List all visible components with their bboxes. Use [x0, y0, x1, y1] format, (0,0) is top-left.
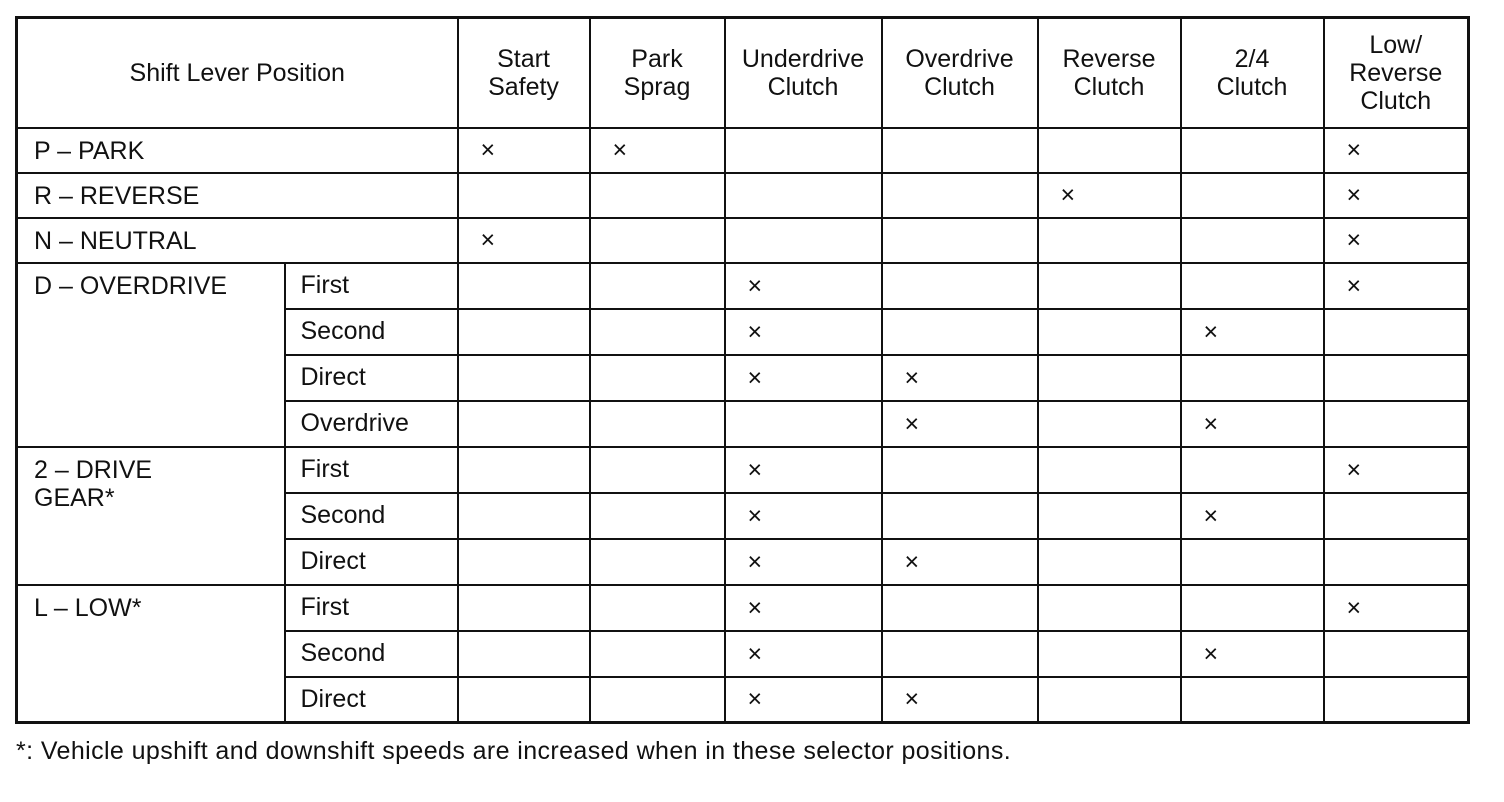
- cell-park-sprag: [590, 218, 725, 263]
- position-park: P – PARK: [17, 128, 458, 173]
- position-low: L – LOW*: [17, 585, 285, 723]
- position-reverse: R – REVERSE: [17, 173, 458, 218]
- cell-park-sprag: [590, 447, 725, 493]
- x-mark: ×: [1203, 317, 1219, 346]
- cell-overdrive-clutch: [882, 585, 1038, 631]
- cell-2-4-clutch: [1181, 401, 1324, 447]
- cell-low-reverse-clutch: [1324, 631, 1469, 677]
- cell-park-sprag: [590, 263, 725, 309]
- x-mark: ×: [1346, 593, 1362, 622]
- cell-2-4-clutch: [1181, 263, 1324, 309]
- cell-park-sprag: [590, 173, 725, 218]
- x-mark: ×: [1346, 226, 1362, 254]
- cell-low-reverse-clutch: [1324, 401, 1469, 447]
- cell-reverse-clutch: [1038, 447, 1181, 493]
- cell-start-safety: [458, 263, 590, 309]
- cell-reverse-clutch: [1038, 493, 1181, 539]
- header-reverse-clutch: [1038, 18, 1181, 128]
- header-start-safety-line2: Safety: [488, 72, 559, 101]
- cell-park-sprag: [590, 539, 725, 585]
- cell-park-sprag: [590, 585, 725, 631]
- cell-low-reverse-clutch: [1324, 173, 1469, 218]
- cell-2-4-clutch: [1181, 447, 1324, 493]
- x-mark: ×: [1346, 181, 1362, 209]
- table-row: [17, 128, 1469, 173]
- x-mark: ×: [1203, 501, 1219, 530]
- x-mark: ×: [904, 685, 920, 714]
- cell-2-4-clutch: [1181, 128, 1324, 173]
- cell-overdrive-clutch: [882, 631, 1038, 677]
- gear-direct: Direct: [285, 355, 458, 401]
- cell-reverse-clutch: [1038, 173, 1181, 218]
- x-mark: ×: [747, 501, 763, 530]
- cell-start-safety: [458, 447, 590, 493]
- x-mark: ×: [747, 271, 763, 300]
- header-start-safety: [458, 18, 590, 128]
- cell-overdrive-clutch: [882, 218, 1038, 263]
- cell-underdrive-clutch: [725, 539, 882, 585]
- gear-first: First: [285, 447, 458, 493]
- cell-start-safety: [458, 493, 590, 539]
- x-mark: ×: [480, 136, 496, 164]
- cell-low-reverse-clutch: [1324, 447, 1469, 493]
- x-mark: ×: [747, 363, 763, 392]
- footnote: *: Vehicle upshift and downshift speeds are increased when in these selector positions.: [16, 737, 1012, 765]
- header-reverse-clutch-line2: Clutch: [1073, 72, 1145, 101]
- cell-reverse-clutch: [1038, 401, 1181, 447]
- header-start-safety-line1: Start: [497, 44, 550, 73]
- cell-start-safety: [458, 355, 590, 401]
- table-row: [17, 263, 1469, 309]
- x-mark: ×: [480, 226, 496, 254]
- position-neutral: N – NEUTRAL: [17, 218, 458, 263]
- cell-low-reverse-clutch: [1324, 309, 1469, 355]
- position-drive_gear: [17, 447, 285, 585]
- cell-low-reverse-clutch: [1324, 677, 1469, 723]
- cell-2-4-clutch: [1181, 539, 1324, 585]
- header-2-4-clutch-line2: Clutch: [1216, 72, 1288, 101]
- cell-park-sprag: [590, 401, 725, 447]
- cell-underdrive-clutch: [725, 173, 882, 218]
- clutch-application-chart: [15, 16, 1470, 724]
- cell-start-safety: [458, 128, 590, 173]
- header-2-4-clutch: [1181, 18, 1324, 128]
- header-low-reverse-clutch-line1: Low/: [1369, 30, 1423, 59]
- header-park-sprag-line2: Sprag: [623, 72, 691, 101]
- table-row: [17, 585, 1469, 631]
- x-mark: ×: [904, 547, 920, 576]
- x-mark: ×: [1346, 271, 1362, 300]
- cell-low-reverse-clutch: [1324, 263, 1469, 309]
- cell-overdrive-clutch: [882, 355, 1038, 401]
- x-mark: ×: [904, 363, 920, 392]
- clutch-table: [15, 16, 1470, 724]
- cell-2-4-clutch: [1181, 309, 1324, 355]
- gear-second: Second: [285, 493, 458, 539]
- cell-start-safety: [458, 218, 590, 263]
- cell-overdrive-clutch: [882, 677, 1038, 723]
- cell-overdrive-clutch: [882, 447, 1038, 493]
- cell-underdrive-clutch: [725, 355, 882, 401]
- cell-reverse-clutch: [1038, 218, 1181, 263]
- cell-reverse-clutch: [1038, 677, 1181, 723]
- gear-direct: Direct: [285, 539, 458, 585]
- header-overdrive-clutch: [882, 18, 1038, 128]
- x-mark: ×: [747, 547, 763, 576]
- header-underdrive-clutch-line2: Clutch: [767, 72, 839, 101]
- gear-second: Second: [285, 309, 458, 355]
- x-mark: ×: [747, 685, 763, 714]
- cell-underdrive-clutch: [725, 447, 882, 493]
- cell-low-reverse-clutch: [1324, 218, 1469, 263]
- cell-overdrive-clutch: [882, 173, 1038, 218]
- x-mark: ×: [747, 455, 763, 484]
- cell-2-4-clutch: [1181, 355, 1324, 401]
- header-low-reverse-clutch-line2: Reverse: [1349, 58, 1443, 87]
- cell-low-reverse-clutch: [1324, 355, 1469, 401]
- cell-reverse-clutch: [1038, 263, 1181, 309]
- cell-overdrive-clutch: [882, 128, 1038, 173]
- x-mark: ×: [1203, 409, 1219, 438]
- header-2-4-clutch-line1: 2/4: [1234, 44, 1270, 73]
- cell-underdrive-clutch: [725, 128, 882, 173]
- cell-start-safety: [458, 401, 590, 447]
- cell-park-sprag: [590, 355, 725, 401]
- cell-underdrive-clutch: [725, 218, 882, 263]
- table-row: [17, 218, 1469, 263]
- cell-reverse-clutch: [1038, 355, 1181, 401]
- cell-underdrive-clutch: [725, 585, 882, 631]
- cell-park-sprag: [590, 677, 725, 723]
- header-park-sprag: [590, 18, 725, 128]
- cell-underdrive-clutch: [725, 401, 882, 447]
- cell-start-safety: [458, 677, 590, 723]
- cell-reverse-clutch: [1038, 309, 1181, 355]
- cell-2-4-clutch: [1181, 493, 1324, 539]
- cell-low-reverse-clutch: [1324, 493, 1469, 539]
- x-mark: ×: [904, 409, 920, 438]
- cell-2-4-clutch: [1181, 173, 1324, 218]
- cell-underdrive-clutch: [725, 309, 882, 355]
- cell-underdrive-clutch: [725, 493, 882, 539]
- cell-park-sprag: [590, 493, 725, 539]
- x-mark: ×: [1060, 181, 1076, 209]
- cell-underdrive-clutch: [725, 263, 882, 309]
- cell-2-4-clutch: [1181, 585, 1324, 631]
- cell-overdrive-clutch: [882, 263, 1038, 309]
- gear-second: Second: [285, 631, 458, 677]
- cell-overdrive-clutch: [882, 493, 1038, 539]
- header-park-sprag-line1: Park: [631, 44, 683, 73]
- x-mark: ×: [747, 593, 763, 622]
- cell-start-safety: [458, 585, 590, 631]
- table-row: [17, 173, 1469, 218]
- cell-overdrive-clutch: [882, 401, 1038, 447]
- cell-2-4-clutch: [1181, 677, 1324, 723]
- cell-park-sprag: [590, 128, 725, 173]
- cell-underdrive-clutch: [725, 677, 882, 723]
- gear-first: First: [285, 585, 458, 631]
- cell-start-safety: [458, 539, 590, 585]
- header-low-reverse-clutch: [1324, 18, 1469, 128]
- gear-direct: Direct: [285, 677, 458, 723]
- cell-overdrive-clutch: [882, 309, 1038, 355]
- cell-low-reverse-clutch: [1324, 128, 1469, 173]
- gear-overdrive: Overdrive: [285, 401, 458, 447]
- header-shift-lever-position: [17, 18, 458, 128]
- cell-start-safety: [458, 173, 590, 218]
- cell-reverse-clutch: [1038, 539, 1181, 585]
- table-row: [17, 447, 1469, 493]
- x-mark: ×: [747, 317, 763, 346]
- cell-low-reverse-clutch: [1324, 539, 1469, 585]
- header-overdrive-clutch-line2: Clutch: [924, 72, 995, 101]
- x-mark: ×: [1346, 455, 1362, 484]
- header-overdrive-clutch-line1: Overdrive: [905, 44, 1014, 73]
- cell-reverse-clutch: [1038, 128, 1181, 173]
- header-reverse-clutch-line1: Reverse: [1062, 44, 1156, 73]
- cell-start-safety: [458, 309, 590, 355]
- cell-overdrive-clutch: [882, 539, 1038, 585]
- header-row: [17, 18, 1469, 128]
- x-mark: ×: [747, 639, 763, 668]
- cell-2-4-clutch: [1181, 631, 1324, 677]
- cell-low-reverse-clutch: [1324, 585, 1469, 631]
- cell-park-sprag: [590, 631, 725, 677]
- header-underdrive-clutch: [725, 18, 882, 128]
- header-low-reverse-clutch-line3: Clutch: [1360, 86, 1432, 115]
- position-drive_gear-line1: 2 – DRIVE: [34, 455, 153, 484]
- cell-reverse-clutch: [1038, 631, 1181, 677]
- cell-start-safety: [458, 631, 590, 677]
- x-mark: ×: [612, 136, 628, 164]
- cell-underdrive-clutch: [725, 631, 882, 677]
- header-underdrive-clutch-line1: Underdrive: [741, 44, 865, 73]
- position-drive_gear-line2: GEAR*: [34, 483, 115, 512]
- position-overdrive: D – OVERDRIVE: [17, 263, 285, 447]
- x-mark: ×: [1346, 136, 1362, 164]
- x-mark: ×: [1203, 639, 1219, 668]
- cell-park-sprag: [590, 309, 725, 355]
- cell-reverse-clutch: [1038, 585, 1181, 631]
- header-shift-lever-position-text: Shift Lever Position: [129, 58, 345, 87]
- cell-2-4-clutch: [1181, 218, 1324, 263]
- gear-first: First: [285, 263, 458, 309]
